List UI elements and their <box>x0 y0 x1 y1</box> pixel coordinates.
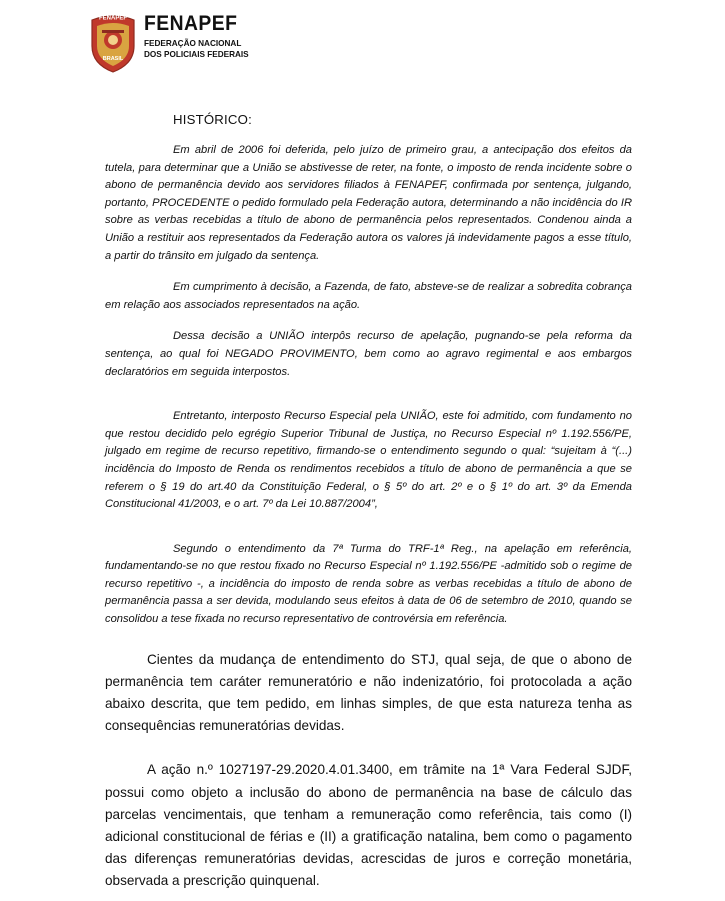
page-header <box>88 10 249 76</box>
history-paragraph: Em abril de 2006 foi deferida, pelo juízo de primeiro grau, a antecipação dos efeitos da tutela, para determinar que a União se abstivesse de reter, na fonte, o imposto de renda incidente sobre o abono de permanência devido aos servidores filiados à FENAPEF, confirmada por sentença, julgando, portanto, PROCEDENTE o pedido formulado pela Federação autora, determinando a não incidência do IR sobre as verbas recebidas a título de abono de permanência pelos representados. Condenou ainda a União a restituir aos representados da Federação autora os valores já indevidamente pagos a esse título, a partir do trânsito em julgado da sentença. <box>105 144 632 262</box>
history-paragraph: Entretanto, interposto Recurso Especial pela UNIÃO, este foi admitido, com fundamento no que restou decidido pelo egrégio Superior Tribunal de Justiça, no Recurso Especial nº 1.192.556/PE, julgado em regime de recurso repetitivo, firmando-se o entendimento segundo o qual: “sujeitam à “(...) incidência do Imposto de Renda os rendimentos recebidos a título de abono de permanência a que se referem o § 19 do art.40 da Constituição Federal, o § 5º do art. 2º e o § 1º do art. 3º da Emenda Constitucional 41/2003, e o art. 7º da Lei 10.887/2004”, <box>105 410 632 511</box>
body-paragraph: Cientes da mudança de entendimento do STJ, qual seja, de que o abono de permanência tem caráter remuneratório e não indenizatório, foi protocolada a ação abaixo descrita, que tem pedido, em linhas simples, de que esta natureza tenha as consequências remuneratórias devidas. <box>105 651 632 734</box>
logo-text-top: FENAPEF <box>98 15 128 22</box>
brand-name: FENAPEF <box>144 12 238 35</box>
history-paragraph: Em cumprimento à decisão, a Fazenda, de fato, absteve-se de realizar a sobredita cobrança em relação aos associados representados na ação. <box>105 281 632 311</box>
brand-subtitle-line-1: FEDERAÇÃO NACIONAL <box>144 39 242 48</box>
brand-block <box>144 12 249 60</box>
fenapef-logo <box>88 10 138 74</box>
brand-subtitle-line-2: DOS POLICIAIS FEDERAIS <box>144 49 249 59</box>
section-heading: HISTÓRICO: <box>173 112 252 127</box>
logo-text-bottom: BRASIL <box>102 56 124 62</box>
history-paragraph: Dessa decisão a UNIÃO interpôs recurso de apelação, pugnando-se pela reforma da sentença, ao qual foi NEGADO PROVIMENTO, bem como ao agravo regimental e aos embargos declaratórios em seguida interpostos. <box>105 330 632 378</box>
document-body <box>105 112 632 893</box>
history-paragraph: Segundo o entendimento da 7ª Turma do TRF-1ª Reg., na apelação em referência, fundamentando-se no que restou fixado no Recurso Especial nº 1.192.556/PE -admitido sob o regime de recurso repetitivo -, a incidência do imposto de renda sobre as verbas recebidas a título de abono de permanência passa a ser devida, modulando seus efeitos à data de 06 de setembro de 2010, quando se consolidou a tese fixada no recurso representativo de controvérsia em referência. <box>105 542 632 626</box>
body-paragraph: A ação n.º 1027197-29.2020.4.01.3400, em trâmite na 1ª Vara Federal SJDF, possui como objeto a inclusão do abono de permanência na base de cálculo das parcelas vencimentais, que tenham a remuneração como referência, tais como (I) adicional constitucional de férias e (II) a gratificação natalina, bem como o pagamento das diferenças remuneratórias devidas, acrescidas de juros e correção monetária, observada a prescrição quinquenal. <box>105 762 632 889</box>
